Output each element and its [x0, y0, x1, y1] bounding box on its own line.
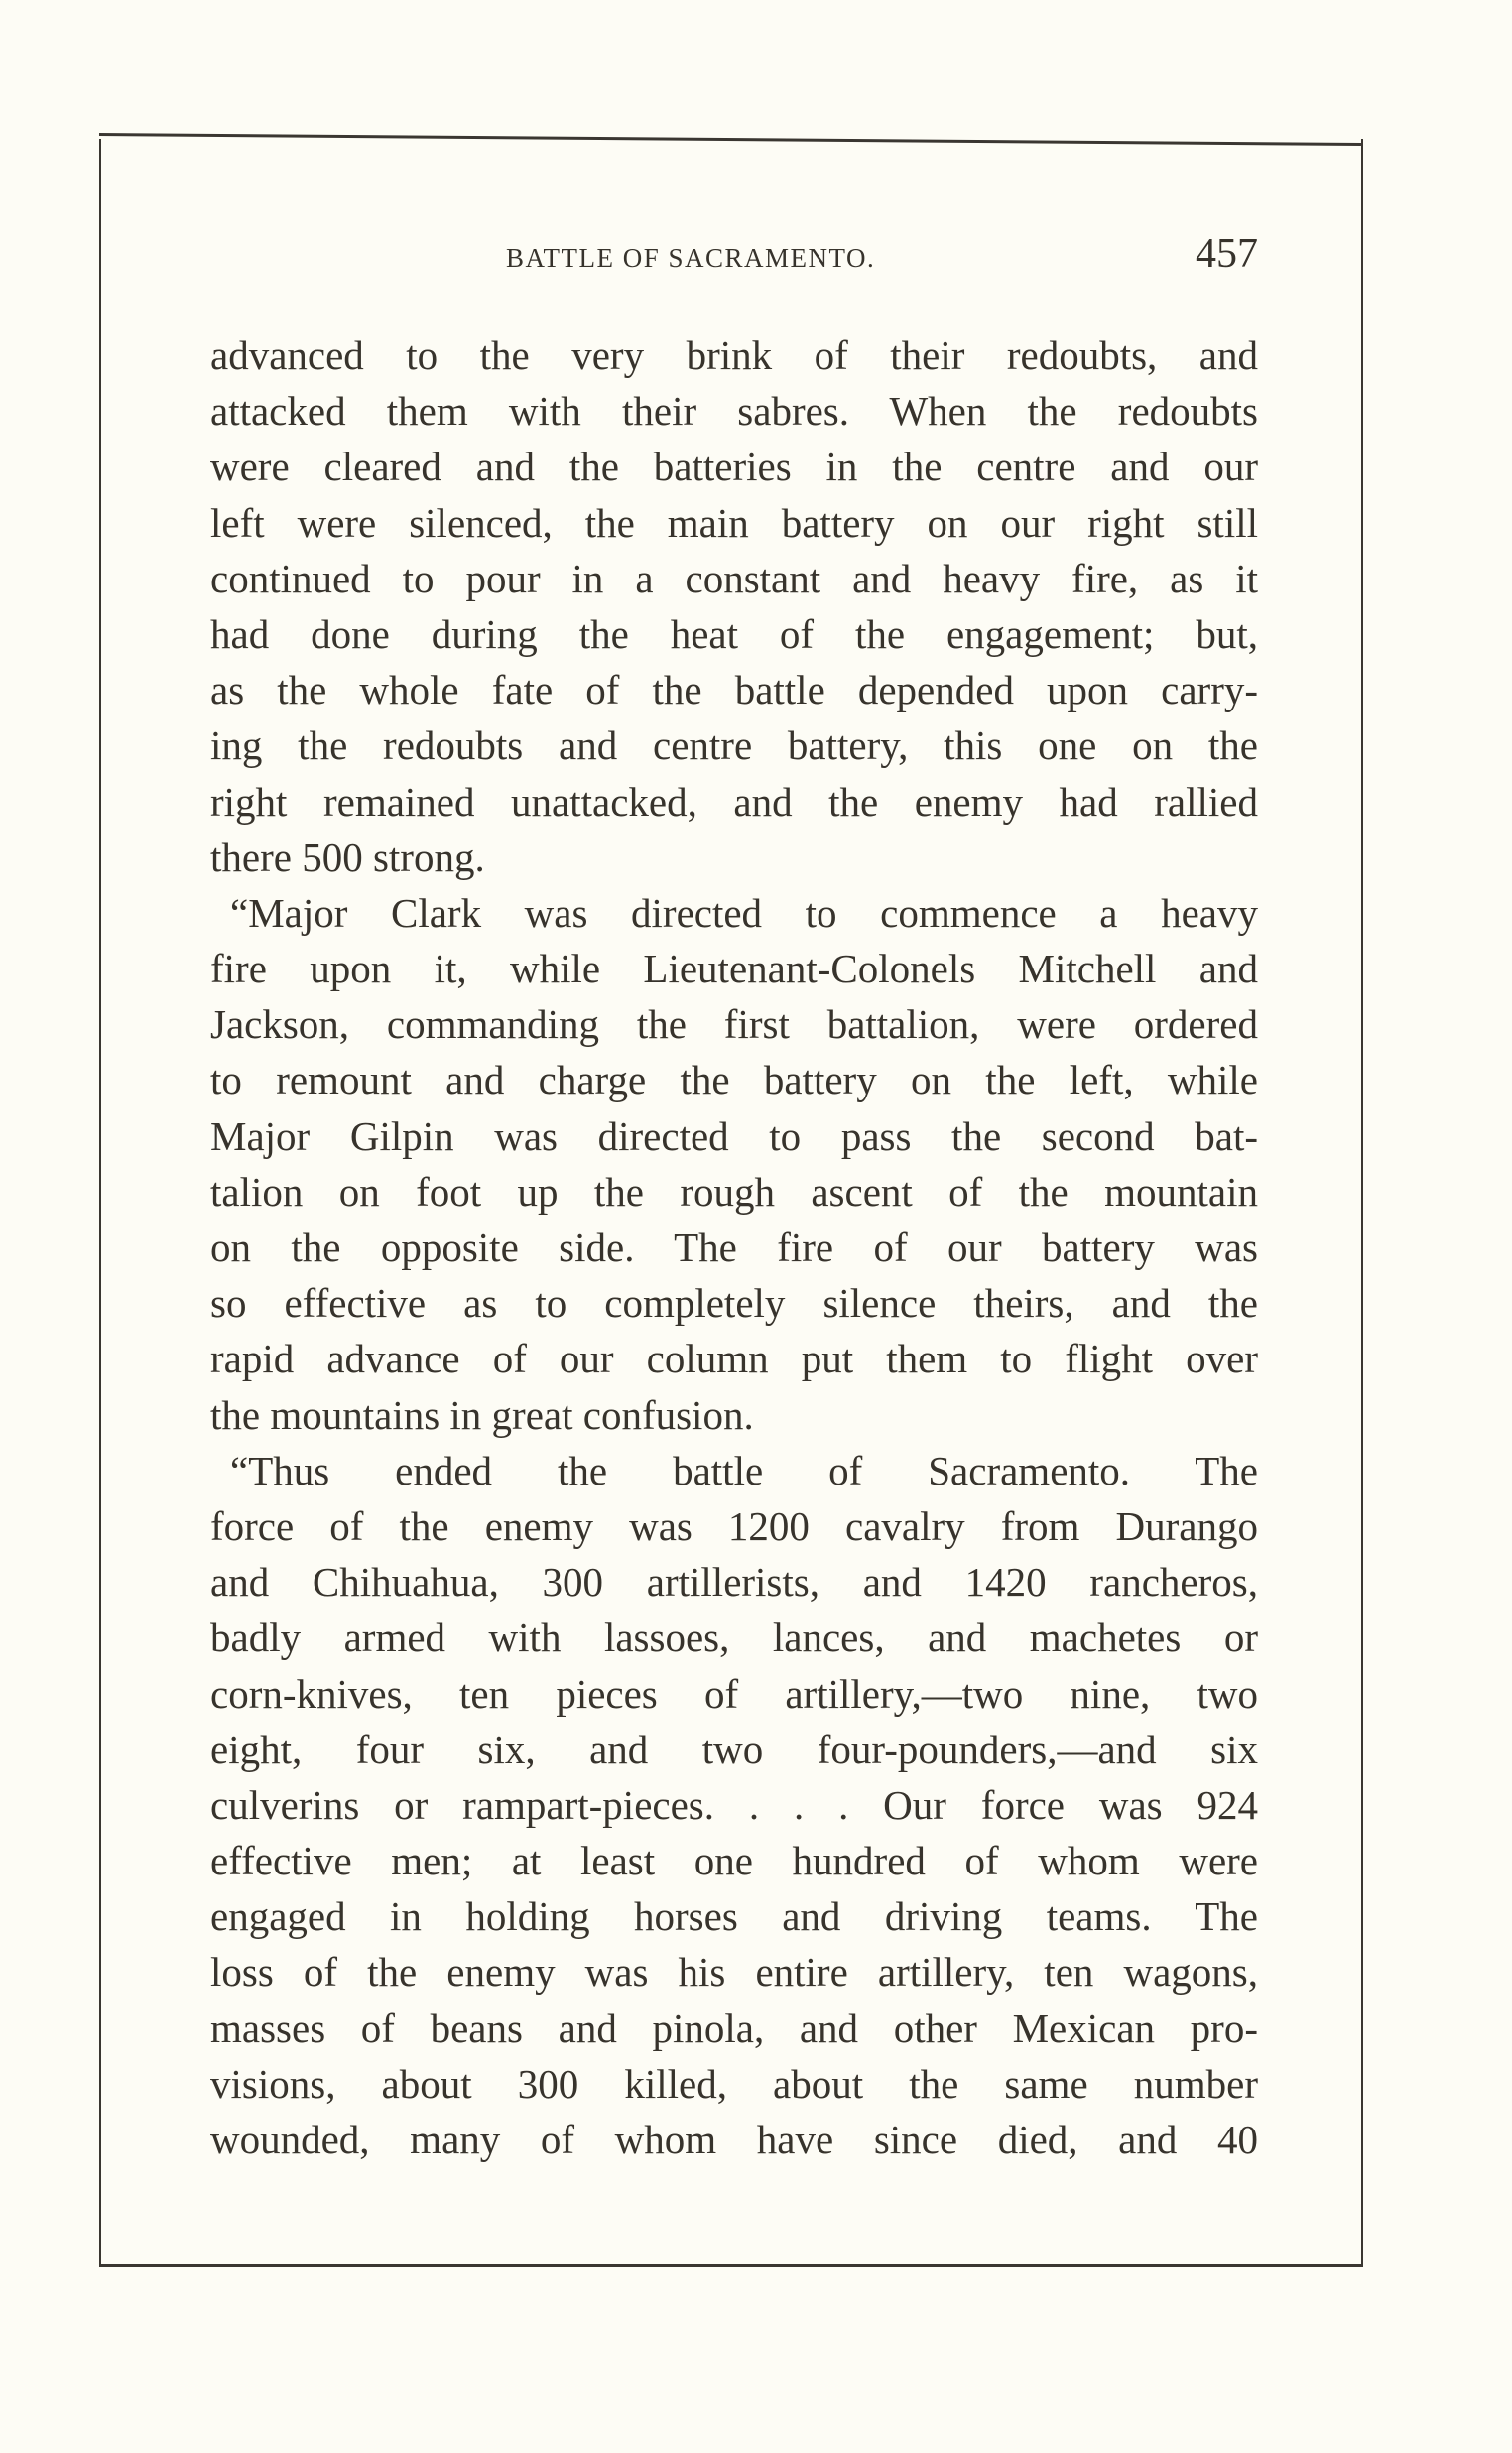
text-line: engaged in holding horses and driving teams. The — [210, 1893, 1258, 1940]
text-line: Jackson, commanding the first battalion, were ordered — [210, 1001, 1258, 1048]
text-line: as the whole fate of the battle depended upon carry- — [210, 667, 1258, 713]
text-line: right remained unattacked, and the enemy had rallied — [210, 778, 1258, 825]
text-line: “Thus ended the battle of Sacramento. The — [230, 1447, 1258, 1493]
text-line: and Chihuahua, 300 artillerists, and 1420 rancheros, — [210, 1559, 1258, 1606]
text-line: so effective as to completely silence theirs, and the — [210, 1280, 1258, 1327]
text-line: talion on foot up the rough ascent of the mountain — [210, 1168, 1258, 1215]
text-line: “Major Clark was directed to commence a heavy — [230, 889, 1258, 936]
running-head — [210, 231, 1258, 282]
text-line: fire upon it, while Lieutenant-Colonels Mitchell and — [210, 946, 1258, 992]
text-line: had done during the heat of the engagement; but, — [210, 610, 1258, 657]
text-line: on the opposite side. The fire of our battery was — [210, 1225, 1258, 1270]
text-line: badly armed with lassoes, lances, and machetes or — [210, 1614, 1258, 1661]
text-line: to remount and charge the battery on the left, while — [210, 1057, 1258, 1103]
body-text — [210, 327, 1258, 2167]
text-line: rapid advance of our column put them to flight over — [210, 1336, 1258, 1382]
page-number: 457 — [1196, 231, 1258, 277]
text-line: loss of the enemy was his entire artillery, ten wagons, — [210, 1949, 1258, 1996]
text-line: there 500 strong. — [210, 834, 485, 880]
text-line: the mountains in great confusion. — [210, 1391, 754, 1438]
text-line: culverins or rampart-pieces. . . . Our force was 924 — [210, 1781, 1258, 1828]
text-line: visions, about 300 killed, about the same number — [210, 2060, 1258, 2107]
text-line: were cleared and the batteries in the centre and our — [210, 444, 1258, 490]
text-line: force of the enemy was 1200 cavalry from Durango — [210, 1502, 1258, 1549]
text-line: Major Gilpin was directed to pass the second bat- — [210, 1112, 1258, 1159]
text-line: attacked them with their sabres. When the redoubts — [210, 388, 1258, 435]
text-line: wounded, many of whom have since died, and 40 — [210, 2117, 1258, 2162]
text-line: left were silenced, the main battery on our right still — [210, 499, 1258, 546]
text-line: corn-knives, ten pieces of artillery,—two nine, two — [210, 1670, 1258, 1717]
running-head-title: BATTLE OF SACRAMENTO. — [506, 243, 876, 273]
text-line: advanced to the very brink of their redoubts, and — [210, 332, 1258, 378]
text-line: masses of beans and pinola, and other Mexican pro- — [210, 2004, 1258, 2051]
text-line: eight, four six, and two four-pounders,—and six — [210, 1726, 1258, 1772]
text-line: continued to pour in a constant and heavy fire, as it — [210, 555, 1258, 601]
text-line: effective men; at least one hundred of whom were — [210, 1838, 1258, 1884]
text-line: ing the redoubts and centre battery, this one on the — [210, 722, 1258, 769]
